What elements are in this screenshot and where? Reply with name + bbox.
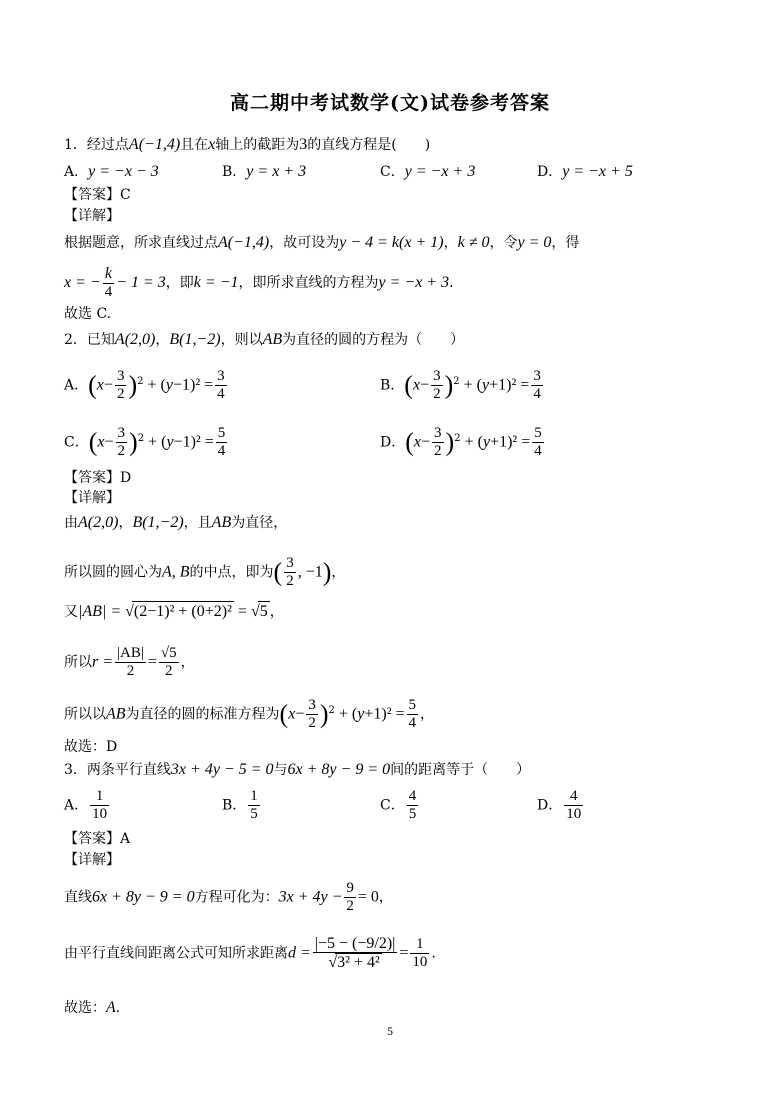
fraction-k-over-4: $\frac{k}{4}$ bbox=[104, 265, 113, 300]
q2-solution-line-3: 又|AB| = √(2−1)² + (0+2)² = √5 ， bbox=[64, 603, 284, 620]
q2-option-d: D．(x− $\frac{3}{2}$ )$^2$ + (y+1)² = $\frac{5}{4}$ bbox=[380, 425, 542, 459]
q2-solution-line-2: 所以圆的圆心为A, B的中点，即为( $\frac{3}{2}$ , −1)， bbox=[64, 555, 346, 589]
q1-option-d: D．y = −x + 5 bbox=[537, 163, 633, 180]
q1-conclusion: 故选 C. bbox=[64, 306, 112, 322]
q1-option-b: B．y = x + 3 bbox=[222, 163, 307, 180]
question-1-stem: 1．经过点A(−1,4)且在x轴上的截距为3的直线方程是( ) bbox=[64, 136, 431, 153]
q3-detail-heading: 【详解】 bbox=[64, 852, 120, 868]
q2-solution-line-1: 由A(2,0)，B(1,−2)，且AB为直径， bbox=[64, 514, 288, 531]
q1-solution-line-2: x = − $\frac{k}{4}$ − 1 = 3，即k = −1，即所求直线的方程为y = −x + 3. bbox=[64, 265, 454, 300]
q1-option-a: A．y = −x − 3 bbox=[64, 163, 159, 180]
q3-option-c: C． $\frac{4}{5}$ bbox=[380, 788, 417, 822]
q1-option-c: C．y = −x + 3 bbox=[380, 163, 476, 180]
q2-option-a: A．(x− $\frac{3}{2}$ )$^2$ + (y−1)² = $\frac{3}{4}$ bbox=[64, 368, 225, 402]
question-2-stem: 2．已知A(2,0)，B(1,−2)，则以AB为直径的圆的方程为（ ） bbox=[64, 331, 465, 348]
q2-option-b: B．(x− $\frac{3}{2}$ )$^2$ + (y+1)² = $\frac{3}{4}$ bbox=[380, 368, 541, 402]
q2-option-c: C．(x− $\frac{3}{2}$ )$^2$ + (y−1)² = $\frac{5}{4}$ bbox=[64, 425, 226, 459]
q2-conclusion: 故选：D bbox=[64, 739, 118, 755]
q1-answer: 【答案】C bbox=[64, 187, 131, 203]
q3-option-a: A． $\frac{1}{10}$ bbox=[64, 788, 108, 822]
page-title: 高二期中考试数学(文)试卷参考答案 bbox=[230, 92, 550, 114]
q1-detail-heading: 【详解】 bbox=[64, 208, 120, 224]
q3-conclusion: 故选：A. bbox=[64, 999, 121, 1016]
q3-solution-line-2: 由平行直线间距离公式可知所求距离d = $\frac{|-5 - (-9/2)|}{\text{√3² + 4²}}$ = $\frac{1}{10}$ . bbox=[64, 935, 436, 971]
q3-option-b: B． $\frac{1}{5}$ bbox=[222, 788, 258, 822]
q2-answer: 【答案】D bbox=[64, 470, 132, 486]
q2-detail-heading: 【详解】 bbox=[64, 490, 120, 506]
q3-answer: 【答案】A bbox=[64, 831, 131, 847]
q2-solution-line-4: 所以r = $\frac{|AB|}{2}$ = $\frac{√5}{2}$ ， bbox=[64, 645, 195, 679]
q2-solution-line-5: 所以以AB为直径的圆的标准方程为(x− $\frac{3}{2}$ )$^2$ + (y+1)² = $\frac{5}{4}$ ， bbox=[64, 697, 435, 731]
distance-fraction: $\frac{|-5 - (-9/2)|}{\text{√3² + 4²}}$ bbox=[314, 935, 396, 971]
q3-option-d: D． $\frac{4}{10}$ bbox=[537, 788, 582, 822]
page-number: 5 bbox=[387, 1024, 393, 1038]
q1-solution-line-1: 根据题意，所求直线过点A(−1,4)，故可设为y − 4 = k(x + 1)，k ≠ 0，令y = 0，得 bbox=[64, 234, 580, 251]
q3-solution-line-1: 直线6x + 8y − 9 = 0方程可化为：3x + 4y − $\frac{9}{2}$ = 0， bbox=[64, 880, 393, 914]
question-3-stem: 3．两条平行直线3x + 4y − 5 = 0与6x + 8y − 9 = 0间的距离等于（ ） bbox=[64, 761, 531, 778]
